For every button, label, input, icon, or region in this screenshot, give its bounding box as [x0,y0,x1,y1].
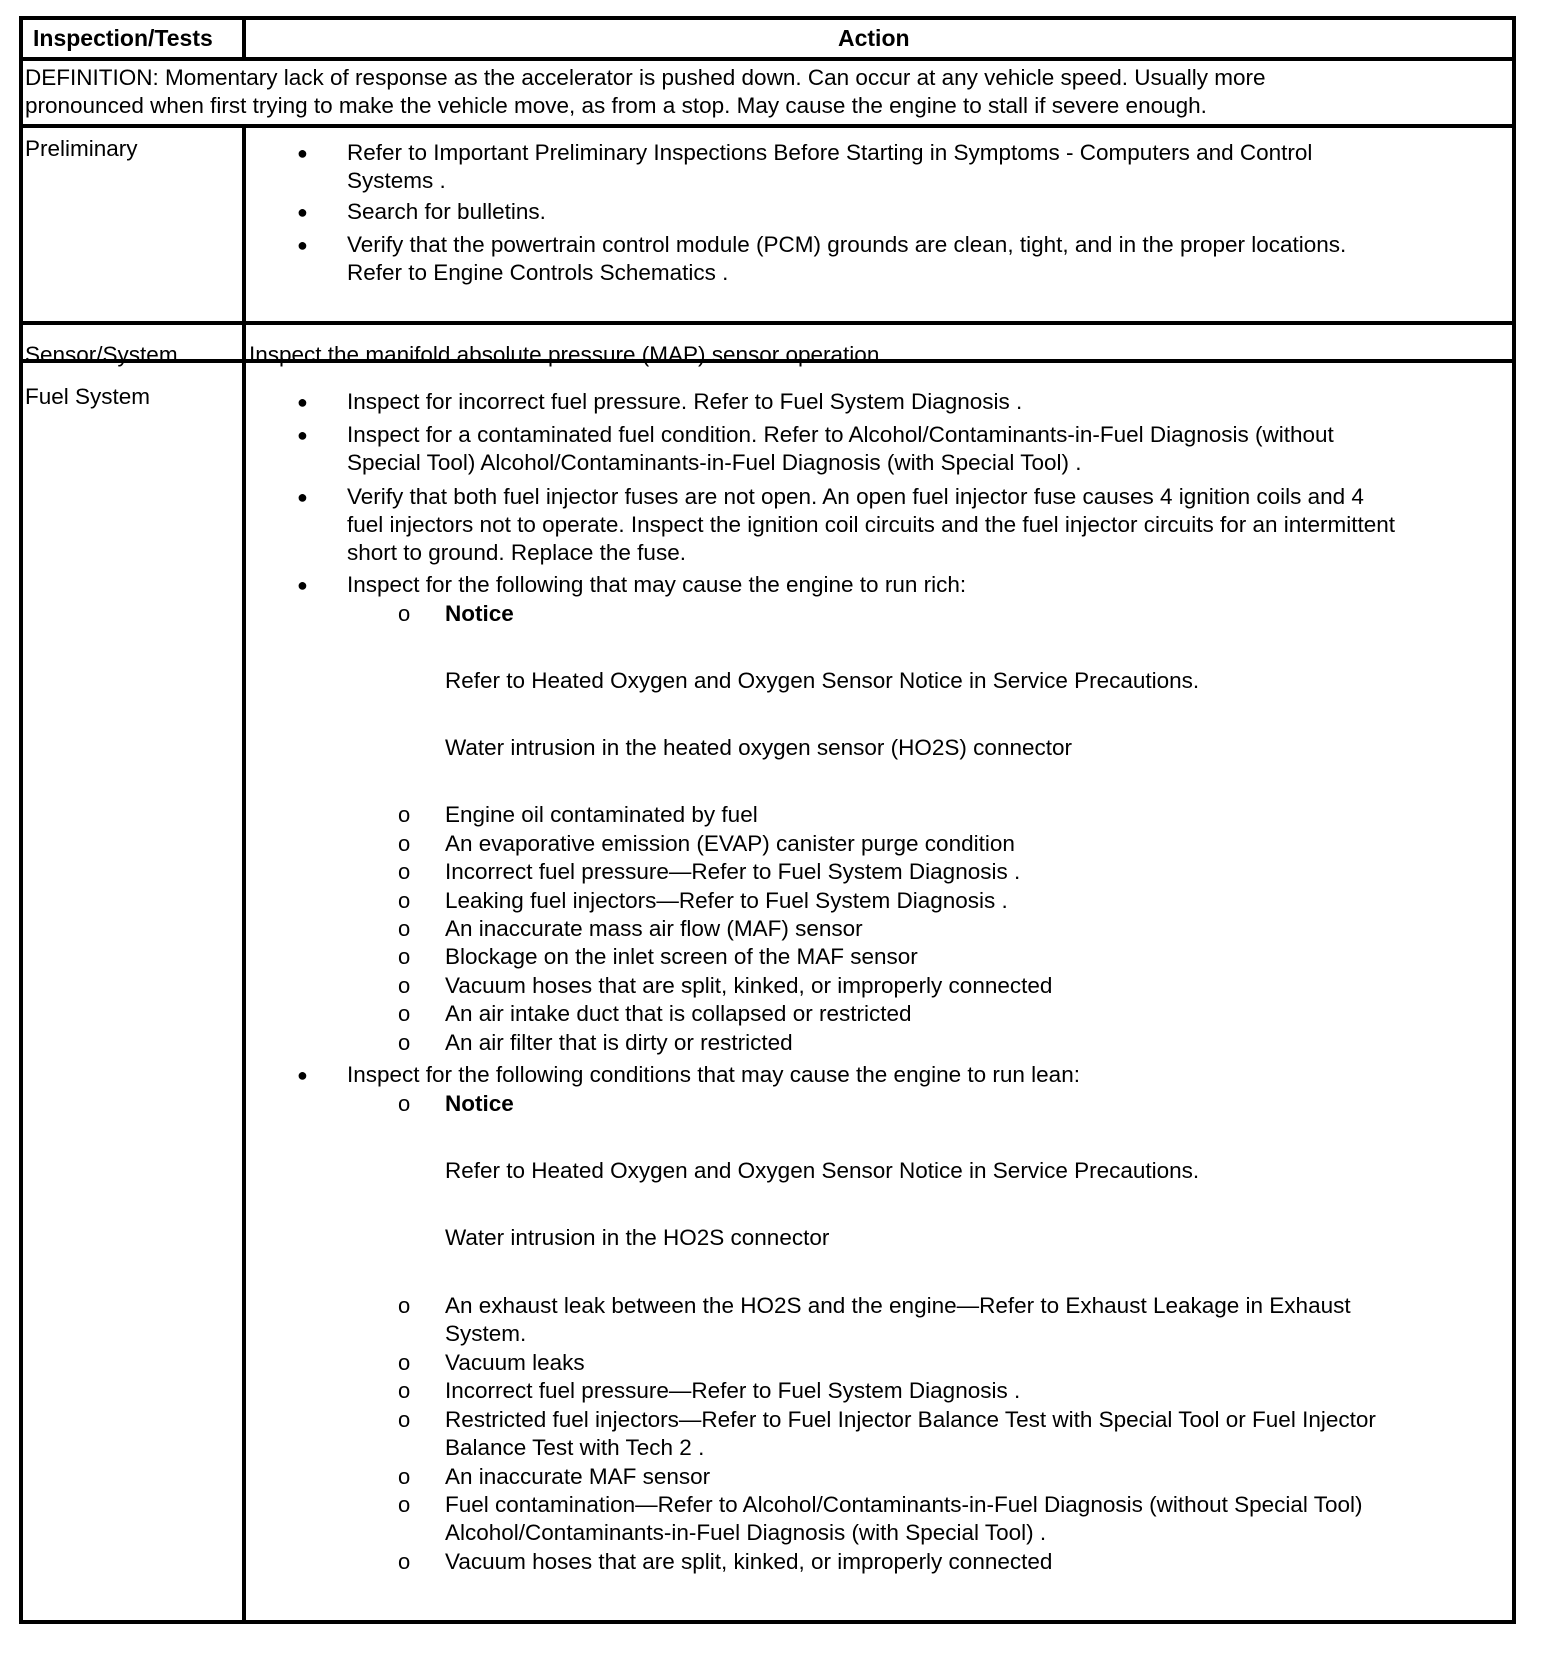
notice-text: Refer to Heated Oxygen and Oxygen Sensor Notice in Service Precautions. [445,1158,1200,1183]
circle-bullet-icon: o [398,1549,411,1574]
sensor-system-action: Inspect the manifold absolute pressure (MAP) sensor operation. [249,342,886,367]
circle-bullet-icon: o [398,1350,411,1375]
bullet-icon: ● [297,1065,308,1085]
rich-subitem: An air filter that is dirty or restricted [445,1030,793,1055]
item-line: short to ground. Replace the fuse. [347,540,686,565]
circle-bullet-icon: o [398,888,411,913]
bullet-icon: ● [297,425,308,445]
preliminary-item [347,231,1346,287]
item-line: Restricted fuel injectors—Refer to Fuel Injector Balance Test with Special Tool or Fuel Injector [445,1407,1376,1432]
definition-text [25,64,1266,120]
lean-subitem [445,1377,1020,1405]
item-line: An exhaust leak between the HO2S and the engine—Refer to Exhaust Leakage in Exhaust [445,1293,1351,1318]
circle-bullet-icon: o [398,1030,411,1055]
item-line: Refer to Important Preliminary Inspections Before Starting in Symptoms - Computers and Control [347,140,1313,165]
fuel-item [347,571,966,599]
item-line: Search for bulletins. [347,199,546,224]
notice-text: Refer to Heated Oxygen and Oxygen Sensor Notice in Service Precautions. [445,668,1200,693]
item-line: Vacuum leaks [445,1350,585,1375]
definition-line: pronounced when first trying to make the vehicle move, as from a stop. May cause the engine to stall if severe enough. [25,93,1207,118]
notice-title [445,600,514,628]
rich-subitem: An evaporative emission (EVAP) canister purge condition [445,831,1015,856]
header-inspection-tests: Inspection/Tests [33,25,213,51]
item-line: Verify that the powertrain control module (PCM) grounds are clean, tight, and in the proper locations. [347,232,1347,257]
row-divider [23,321,1512,325]
circle-bullet-icon: o [398,1378,411,1403]
bullet-icon: ● [297,202,308,222]
item-line: Vacuum hoses that are split, kinked, or improperly connected [445,1549,1053,1574]
lean-subitem [445,1548,1052,1576]
item-line: Inspect for the following conditions that may cause the engine to run lean: [347,1062,1080,1087]
item-line: Fuel contamination—Refer to Alcohol/Contaminants-in-Fuel Diagnosis (without Special Tool) [445,1492,1363,1517]
rich-subitem: Leaking fuel injectors—Refer to Fuel System Diagnosis . [445,888,1008,913]
lean-subitem [445,1349,585,1377]
fuel-item [347,1061,1080,1089]
lean-subitem [445,1292,1351,1348]
preliminary-item [347,198,546,226]
row-divider [23,124,1512,128]
circle-bullet-icon: o [398,944,411,969]
notice-item: Water intrusion in the HO2S connector [445,1225,830,1250]
circle-bullet-icon: o [398,916,411,941]
notice-title-text: Notice [445,601,514,626]
circle-bullet-icon: o [398,1464,411,1489]
item-line: Balance Test with Tech 2 . [445,1435,705,1460]
item-line: fuel injectors not to operate. Inspect the ignition coil circuits and the fuel injector circuits for an intermittent [347,512,1396,537]
lean-subitem [445,1491,1363,1547]
notice-item: Water intrusion in the heated oxygen sensor (HO2S) connector [445,735,1072,760]
item-line: Systems . [347,168,446,193]
preliminary-item [347,139,1312,195]
notice-title-text: Notice [445,1091,514,1116]
item-line: Refer to Engine Controls Schematics . [347,260,729,285]
item-line: Inspect for a contaminated fuel condition. Refer to Alcohol/Contaminants-in-Fuel Diagnosis (without [347,422,1334,447]
rich-subitem: An air intake duct that is collapsed or restricted [445,1001,912,1026]
circle-bullet-icon: o [398,1492,411,1517]
row-label-preliminary: Preliminary [25,136,138,161]
item-line: Verify that both fuel injector fuses are not open. An open fuel injector fuse causes 4 ignition coils and 4 [347,484,1364,509]
circle-bullet-icon: o [398,1293,411,1318]
rich-subitem: Blockage on the inlet screen of the MAF sensor [445,944,918,969]
circle-bullet-icon: o [398,601,411,626]
circle-bullet-icon: o [398,1407,411,1432]
bullet-icon: ● [297,575,308,595]
bullet-icon: ● [297,235,308,255]
bullet-icon: ● [297,392,308,412]
fuel-item [347,388,1022,416]
column-divider [242,20,246,57]
item-line: Alcohol/Contaminants-in-Fuel Diagnosis (with Special Tool) . [445,1520,1047,1545]
lean-subitem [445,1463,710,1491]
item-line: An inaccurate MAF sensor [445,1464,711,1489]
rich-subitem: Vacuum hoses that are split, kinked, or improperly connected [445,973,1053,998]
item-line: Inspect for the following that may cause the engine to run rich: [347,572,967,597]
row-divider [23,57,1512,61]
definition-line: DEFINITION: Momentary lack of response as the accelerator is pushed down. Can occur at any vehicle speed. Usually more [25,65,1266,90]
row-label-sensor-system: Sensor/System [25,342,178,367]
circle-bullet-icon: o [398,802,411,827]
fuel-item [347,421,1334,477]
rich-subitem: Incorrect fuel pressure—Refer to Fuel System Diagnosis . [445,859,1021,884]
rich-subitem: Engine oil contaminated by fuel [445,802,758,827]
circle-bullet-icon: o [398,831,411,856]
rich-subitem: An inaccurate mass air flow (MAF) sensor [445,916,863,941]
bullet-icon: ● [297,143,308,163]
header-action: Action [838,25,910,51]
item-line: Incorrect fuel pressure—Refer to Fuel System Diagnosis . [445,1378,1021,1403]
lean-subitem [445,1406,1376,1462]
item-line: Inspect for incorrect fuel pressure. Refer to Fuel System Diagnosis . [347,389,1023,414]
fuel-item [347,483,1395,567]
circle-bullet-icon: o [398,859,411,884]
circle-bullet-icon: o [398,1001,411,1026]
bullet-icon: ● [297,487,308,507]
circle-bullet-icon: o [398,1091,411,1116]
item-line: Special Tool) Alcohol/Contaminants-in-Fuel Diagnosis (with Special Tool) . [347,450,1082,475]
circle-bullet-icon: o [398,973,411,998]
item-line: System. [445,1321,527,1346]
row-label-fuel-system: Fuel System [25,384,151,409]
column-divider [242,128,246,1620]
notice-title [445,1090,514,1118]
